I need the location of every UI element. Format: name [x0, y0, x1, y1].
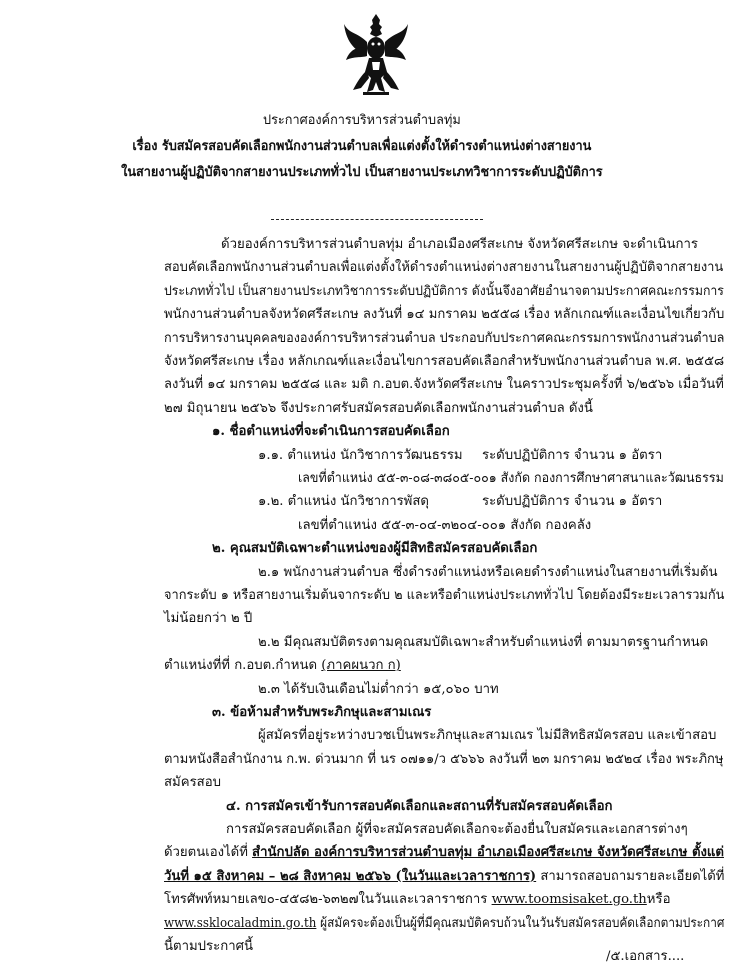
monk-restriction-line-3: สมัครสอบ	[164, 775, 221, 791]
intro-line-7: ลงวันที่ ๑๔ มกราคม ๒๕๕๘ และ มติ ก.อบต.จังหวัดศรีสะเกษ ในคราวประชุมครั้งที่ ๖/๒๕๖๖ เมื่อวันที่	[164, 377, 724, 393]
application-line-3	[164, 868, 724, 886]
phone-text: โทรศัพท์หมายเลข๐-๔๕๘๒-๖๓๒๗ในวันและเวลาราชการ	[164, 892, 492, 908]
application-line-1: การสมัครสอบคัดเลือก ผู้ที่จะสมัครสอบคัดเลือกจะต้องยื่นใบสมัครและเอกสารต่างๆ	[226, 822, 688, 837]
position-1-level: ระดับปฏิบัติการ จำนวน ๑ อัตรา	[482, 447, 663, 463]
intro-line-4: พนักงานส่วนตำบลจังหวัดศรีสะเกษ ลงวันที่ ๑๔ มกราคม ๒๕๕๘ เรื่อง หลักเกณฑ์และเงื่อนไขเกี่ยวกับ	[164, 307, 725, 323]
application-location: สำนักปลัด องค์การบริหารส่วนตำบลทุ่ม อำเภอเมืองศรีสะเกษ จังหวัดศรีสะเกษ ตั้งแต่	[252, 845, 724, 861]
application-period: วันที่ ๑๕ สิงหาคม – ๒๘ สิงหาคม ๒๕๖๖ (ในวันและเวลาราชการ)	[164, 868, 537, 884]
qualification-1-line-2: จากระดับ ๑ หรือสายงานเริ่มต้นจากระดับ ๒ และหรือตำแหน่งประเภททั่วไป โดยต้องมีระยะเวลารวมกัน	[164, 588, 725, 603]
section-1-heading: ๑. ชื่อตำแหน่งที่จะดำเนินการสอบคัดเลือก	[212, 424, 450, 440]
position-1-title: ๑.๑. ตำแหน่ง นักวิชาการวัฒนธรรม	[258, 447, 463, 463]
subject-line-2: ในสายงานผู้ปฏิบัติจากสายงานประเภททั่วไป เป็นสายงานประเภทวิชาการระดับปฏิบัติการ	[121, 165, 603, 180]
intro-line-8: ๒๗ มิถุนายน ๒๕๖๖ จึงประกาศรับสมัครสอบคัดเลือกพนักงานส่วนตำบล ดังนี้	[164, 400, 593, 416]
intro-line-2: สอบคัดเลือกพนักงานส่วนตำบลเพื่อแต่งตั้งให้ดำรงตำแหน่งต่างสายงานในสายงานผู้ปฏิบัติจากสายงาน	[164, 260, 724, 276]
org-title: ประกาศองค์การบริหารส่วนตำบลทุ่ม	[263, 113, 461, 128]
intro-line-3: ประเภททั่วไป เป็นสายงานประเภทวิชาการระดับปฏิบัติการ ดังนั้นจึงอาศัยอำนาจตามประกาศคณะกรรมการ	[164, 283, 724, 299]
inquiry-text: สามารถสอบถามรายละเอียดได้ที่	[536, 868, 725, 884]
intro-line-5: การบริหารงานบุคคลขององค์การบริหารส่วนตำบล ประกอบกับประกาศคณะกรรมการพนักงานส่วนตำบล	[164, 330, 725, 346]
application-line-6: นี้ตามประกาศนี้	[164, 939, 253, 954]
qualification-2-line-1: ๒.๒ มีคุณสมบัติตรงตามคุณสมบัติเฉพาะสำหรับตำแหน่งที่ ตามมาตรฐานกำหนด	[258, 634, 709, 650]
header-divider	[271, 219, 483, 220]
intro-line-1: ด้วยองค์การบริหารส่วนตำบลทุ่ม อำเภอเมืองศรีสะเกษ จังหวัดศรีสะเกษ จะดำเนินการ	[221, 237, 699, 252]
application-line-4	[164, 891, 671, 909]
website-link-toomsisaket[interactable]: www.toomsisaket.go.th	[491, 892, 647, 908]
qualification-2-line-2	[164, 657, 401, 675]
position-2-number: เลขที่ตำแหน่ง ๕๕-๓-๐๔-๓๒๐๔-๐๐๑ สังกัด กองคลัง	[298, 517, 592, 533]
qualification-2-text: ตำแหน่งที่ที่ ก.อบต.กำหนด	[164, 658, 322, 674]
intro-line-6: จังหวัดศรีสะเกษ เรื่อง หลักเกณฑ์และเงื่อนไขการสอบคัดเลือกสำหรับพนักงานส่วนตำบล พ.ศ. ๒๕๕๘	[164, 354, 725, 369]
application-line-5	[164, 915, 724, 933]
position-1-number: เลขที่ตำแหน่ง ๕๕-๓-๐๘-๓๘๐๕-๐๐๑ สังกัด กองการศึกษาศาสนาและวัฒนธรรม	[298, 471, 724, 486]
monk-restriction-line-2: ตามหนังสือสำนักงาน ก.พ. ด่วนมาก ที่ นร ๐๗๑๑/ว ๕๖๖๖ ลงวันที่ ๒๓ มกราคม ๒๕๒๔ เรื่อง พระภิกษุ	[164, 751, 724, 767]
continued-marker: /๕.เอกสาร....	[606, 949, 685, 964]
monk-restriction-line-1: ผู้สมัครที่อยู่ระหว่างบวชเป็นพระภิกษุและสามเณร ไม่มีสิทธิสมัครสอบ และเข้าสอบ	[258, 728, 717, 744]
website-link-ssklocaladmin[interactable]: www.ssklocaladmin.go.th	[164, 915, 317, 931]
section-2-heading: ๒. คุณสมบัติเฉพาะตำแหน่งของผู้มีสิทธิสมัครสอบคัดเลือก	[212, 541, 538, 557]
qualification-1-line-1: ๒.๑ พนักงานส่วนตำบล ซึ่งดำรงตำแหน่งหรือเคยดำรงตำแหน่งในสายงานที่เริ่มต้น	[258, 564, 718, 580]
qualification-3: ๒.๓ ได้รับเงินเดือนไม่ต่ำกว่า ๑๕,๐๖๐ บาท	[258, 681, 499, 697]
garuda-emblem-icon	[343, 12, 409, 98]
eligibility-text: ผู้สมัครจะต้องเป็นผู้ที่มีคุณสมบัติครบถ้วนในวันรับสมัครสอบคัดเลือกตามประกาศ	[316, 915, 725, 931]
appendix-a-reference: (ภาคผนวก ก)	[321, 658, 401, 674]
qualification-1-line-3: ไม่น้อยกว่า ๒ ปี	[164, 611, 253, 627]
application-line-2	[164, 844, 724, 862]
section-4-heading: ๔. การสมัครเข้ารับการสอบคัดเลือกและสถานที่รับสมัครสอบคัดเลือก	[226, 798, 613, 814]
subject-line-1: เรื่อง รับสมัครสอบคัดเลือกพนักงานส่วนตำบลเพื่อแต่งตั้งให้ดำรงตำแหน่งต่างสายงาน	[132, 139, 592, 154]
position-2-level: ระดับปฏิบัติการ จำนวน ๑ อัตรา	[482, 494, 663, 510]
or-text: หรือ	[646, 892, 671, 908]
section-3-heading: ๓. ข้อห้ามสำหรับพระภิกษุและสามเณร	[212, 705, 432, 720]
position-2-title: ๑.๒. ตำแหน่ง นักวิชาการพัสดุ	[258, 494, 429, 510]
application-location-label: ด้วยตนเองได้ที่	[164, 845, 253, 861]
